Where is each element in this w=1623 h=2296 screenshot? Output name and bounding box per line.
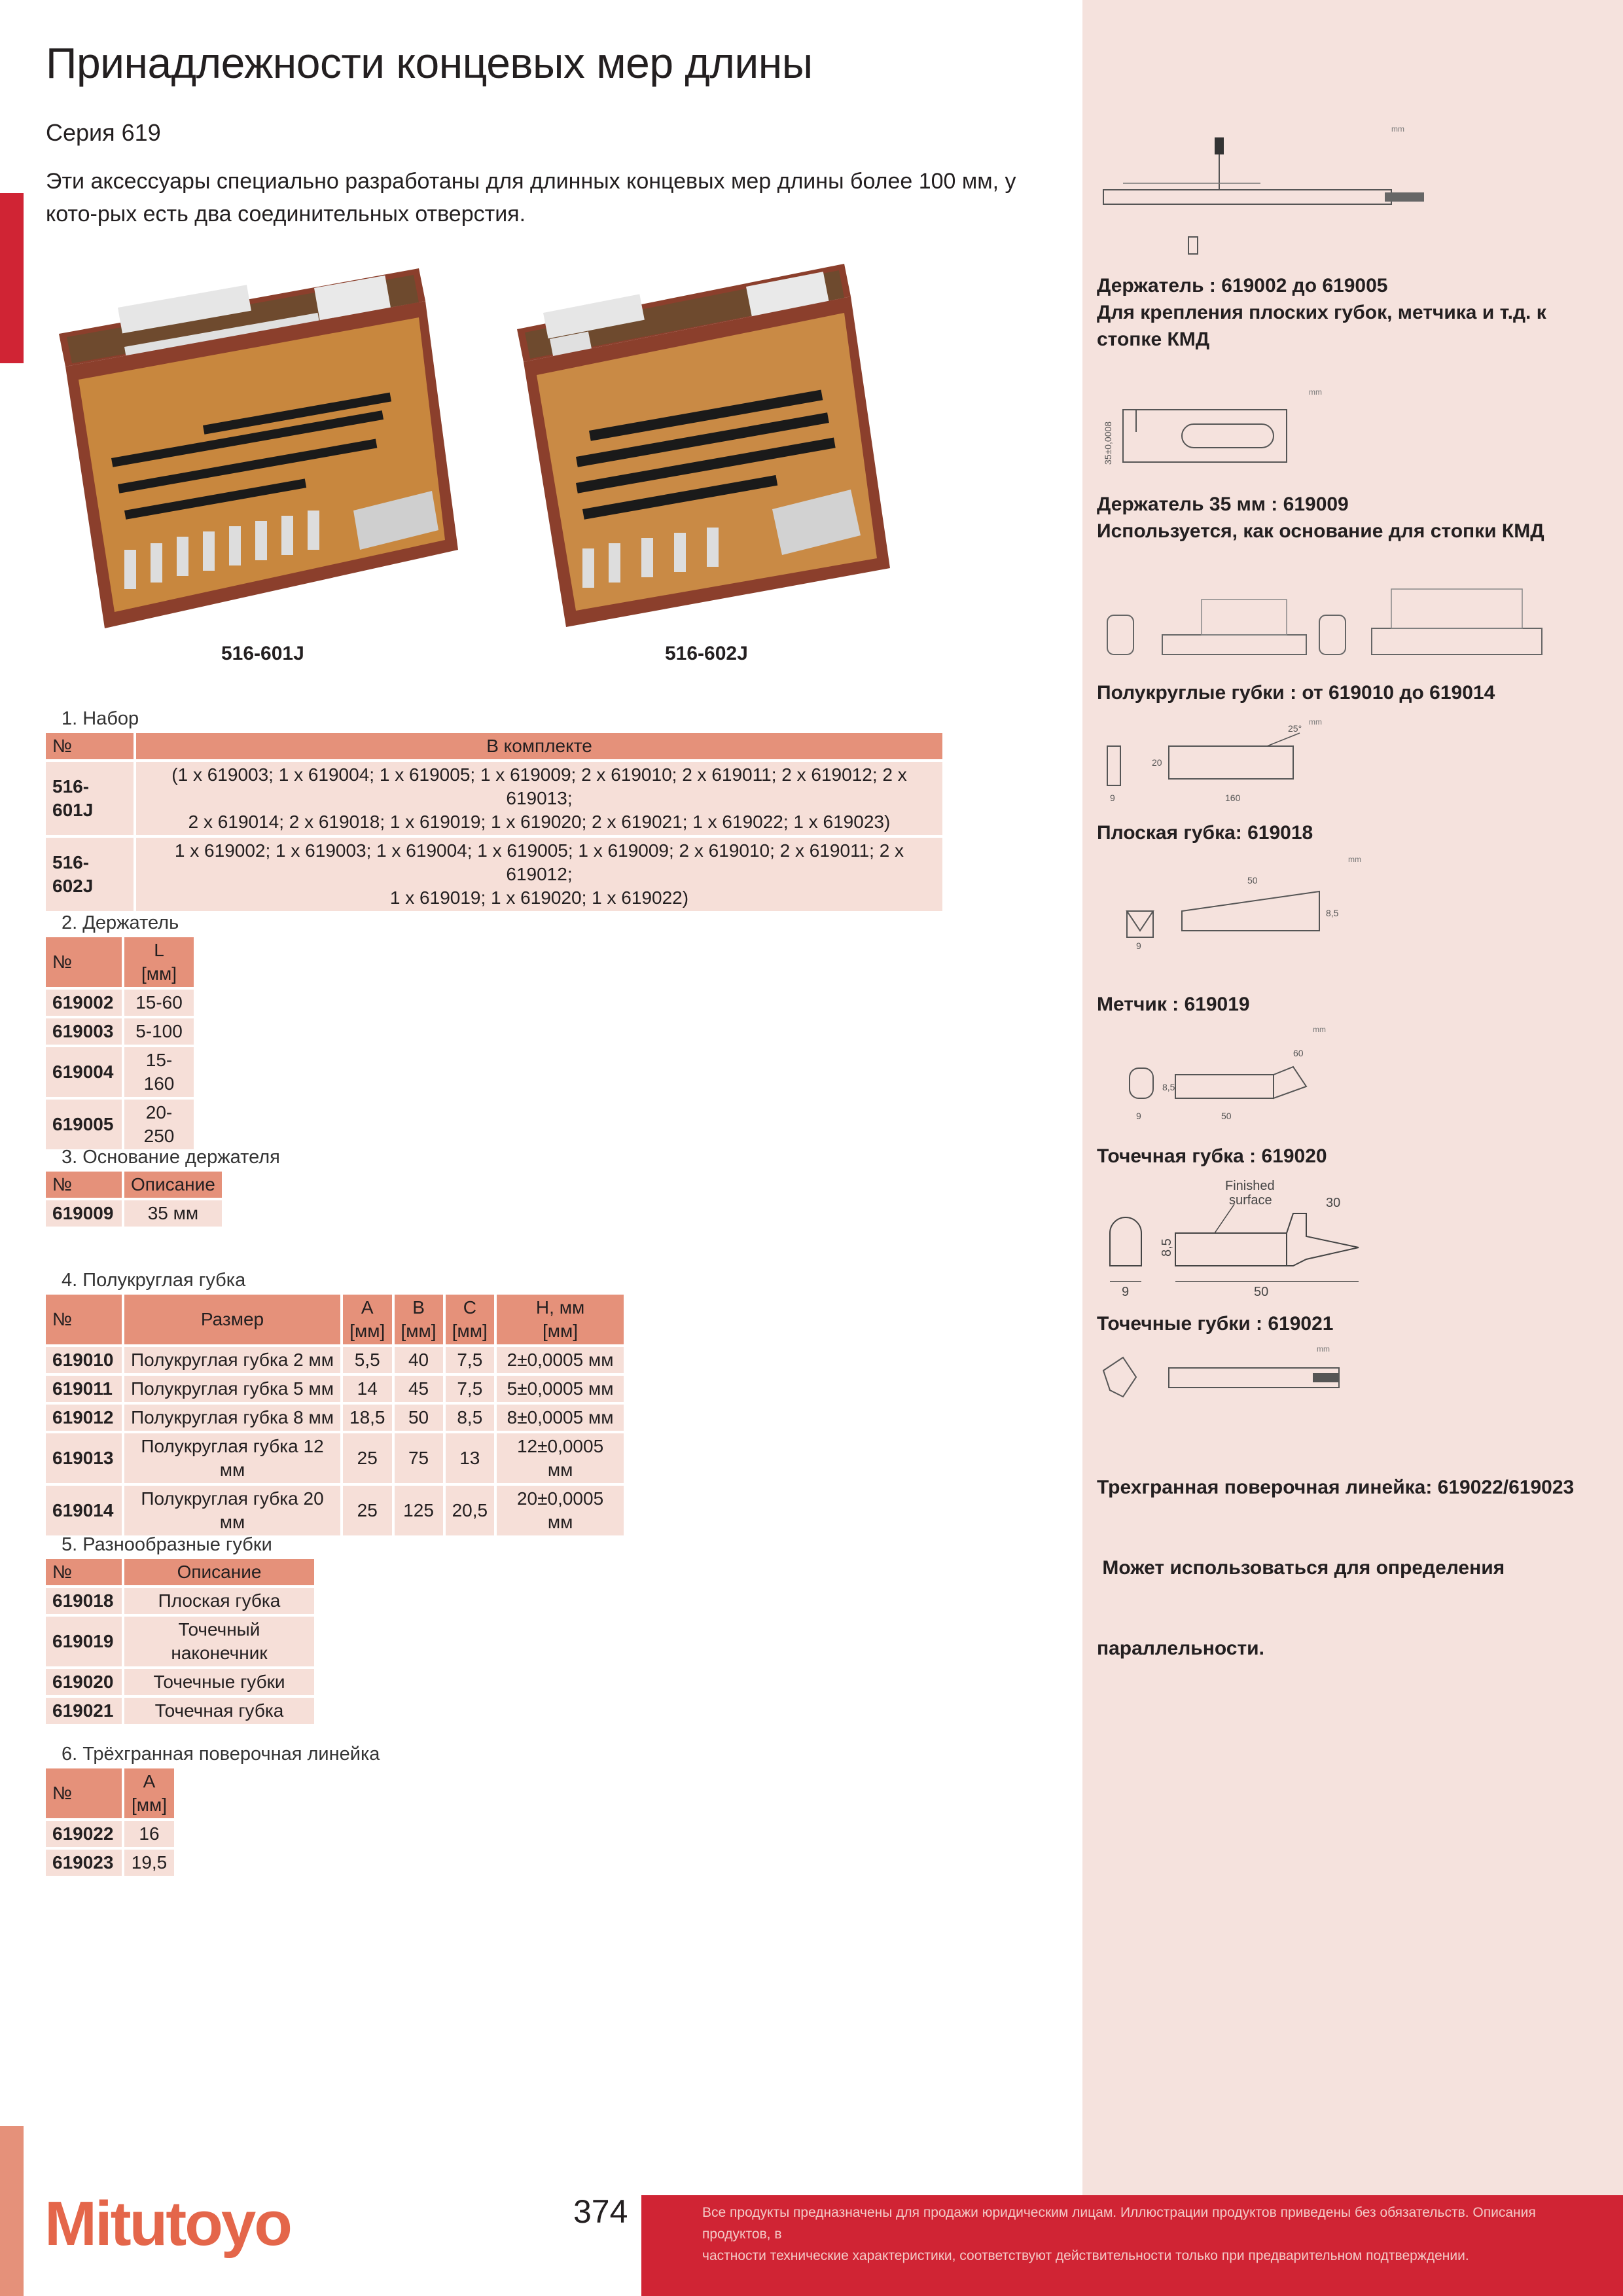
holder-caption	[1097, 272, 1581, 353]
scriber-height: 8,5	[1326, 908, 1339, 918]
cell-no: 619020	[46, 1669, 122, 1695]
point-jaw-caption	[1097, 1143, 1581, 1170]
cell-a: 18,5	[343, 1405, 392, 1431]
table-row	[46, 1347, 624, 1373]
cell-b: 75	[395, 1433, 443, 1483]
table-header-row	[46, 1559, 314, 1585]
cell-c: 8,5	[446, 1405, 495, 1431]
accent-bar-bottom	[0, 2126, 24, 2296]
series-label: Серия 619	[46, 119, 161, 146]
points-width: 9	[1122, 1285, 1130, 1299]
holder-drawing	[1097, 124, 1463, 268]
product-label-516-602J: 516-602J	[665, 643, 748, 664]
point-length: 50	[1221, 1111, 1232, 1121]
points-surface: surface	[1229, 1193, 1272, 1208]
caption-line: Точечная губка : 619020	[1097, 1145, 1327, 1167]
cell-a: 25	[343, 1433, 392, 1483]
cell-no: 619013	[46, 1433, 122, 1483]
col-b-unit: [мм]	[401, 1321, 437, 1341]
col-b-name: B	[412, 1297, 425, 1318]
cell-size: Полукруглая губка 2 мм	[124, 1347, 340, 1373]
col-no: №	[46, 1295, 122, 1344]
cell-h: 12±0,0005 мм	[497, 1433, 624, 1483]
cell-no: 619012	[46, 1405, 122, 1431]
col-a-name: A	[143, 1771, 156, 1791]
cell-no: 619014	[46, 1486, 122, 1535]
mitutoyo-logo	[45, 2186, 306, 2258]
straightedge-caption	[1097, 1420, 1581, 1689]
caption-line: стопке КМД	[1097, 329, 1210, 350]
cell-no: 619019	[46, 1617, 122, 1666]
cell-size: Полукруглая губка 20 мм	[124, 1486, 340, 1535]
cell-no: 619021	[46, 1698, 122, 1724]
brand-wordmark: Mitutoyo	[45, 2189, 291, 2258]
col-c-name: C	[463, 1297, 476, 1318]
cell-size: Полукруглая губка 12 мм	[124, 1433, 340, 1483]
cell-desc: Точечные губки	[124, 1669, 314, 1695]
cell-b: 45	[395, 1376, 443, 1402]
cell-desc: 35 мм	[124, 1200, 222, 1227]
table-row	[46, 1617, 314, 1666]
flat-length: 160	[1225, 793, 1241, 803]
cell-desc: Точечная губка	[124, 1698, 314, 1724]
set-contents	[136, 762, 942, 835]
cell-desc: Точечный наконечник	[124, 1617, 314, 1666]
cell-l: 15-60	[124, 990, 194, 1016]
cell-no: 619010	[46, 1347, 122, 1373]
scriber-length: 50	[1247, 875, 1258, 886]
points-height: 8,5	[1160, 1238, 1174, 1257]
disclaimer-line: частности технические характеристики, соответствуют действительности только при предварительном подтверждении.	[702, 2248, 1469, 2263]
misc-jaw-table	[43, 1556, 317, 1727]
table-row	[46, 1047, 194, 1097]
cell-h: 8±0,0005 мм	[497, 1405, 624, 1431]
cell-b: 125	[395, 1486, 443, 1535]
set-no: 516-602J	[46, 838, 134, 911]
cell-a: 14	[343, 1376, 392, 1402]
round-jaw-table	[43, 1292, 626, 1538]
point-jaw-drawing	[1097, 1034, 1346, 1132]
table-header-row	[46, 1295, 624, 1344]
flat-jaw-drawing	[1097, 720, 1319, 805]
col-a	[124, 1768, 174, 1818]
page-title: Принадлежности концевых мер длины	[46, 39, 813, 87]
col-desc: Описание	[124, 1172, 222, 1198]
cell-no: 619023	[46, 1850, 122, 1876]
cell-c: 20,5	[446, 1486, 495, 1535]
col-h-unit: [мм]	[543, 1321, 579, 1341]
col-l-unit: [мм]	[141, 963, 177, 984]
cell-h: 2±0,0005 мм	[497, 1347, 624, 1373]
cell-h: 5±0,0005 мм	[497, 1376, 624, 1402]
caption-line: Точечные губки : 619021	[1097, 1313, 1334, 1335]
caption-line: параллельности.	[1097, 1638, 1264, 1659]
cell-b: 50	[395, 1405, 443, 1431]
accent-bar-top	[0, 193, 24, 363]
section-1-label: 1. Набор	[62, 708, 139, 729]
col-a-unit: [мм]	[131, 1795, 168, 1815]
cell-no: 619005	[46, 1100, 122, 1149]
cell-no: 619004	[46, 1047, 122, 1097]
cell-h: 20±0,0005 мм	[497, 1486, 624, 1535]
point-jaws-caption	[1097, 1310, 1581, 1337]
product-image-516-602J	[510, 260, 897, 634]
table-row	[46, 1018, 194, 1045]
cell-no: 619011	[46, 1376, 122, 1402]
base-caption	[1097, 491, 1581, 545]
table-row	[46, 1669, 314, 1695]
table-row	[46, 1405, 624, 1431]
caption-line: Трехгранная поверочная линейка: 619022/619023	[1097, 1477, 1575, 1498]
straightedge-table	[43, 1766, 177, 1878]
base-table	[43, 1169, 224, 1229]
table-header-row	[46, 937, 194, 987]
unit-label: mm	[1309, 387, 1322, 397]
round-jaw-caption	[1097, 679, 1581, 706]
table-row	[46, 990, 194, 1016]
col-no: №	[46, 1559, 122, 1585]
table-row	[46, 1698, 314, 1724]
set-contents-line: (1 x 619003; 1 x 619004; 1 x 619005; 1 x 619009; 2 x 619010; 2 x 619011; 2 x 619012; 2 x 619013;	[171, 764, 907, 808]
set-no: 516-601J	[46, 762, 134, 835]
disclaimer-line: Все продукты предназначены для продажи юридическим лицам. Иллюстрации продуктов приведены без обязательств. Описания продуктов, в	[702, 2205, 1536, 2242]
table-row	[46, 1486, 624, 1535]
col-a-name: A	[361, 1297, 374, 1318]
set-contents	[136, 838, 942, 911]
page-number: 374	[573, 2193, 628, 2230]
cell-size: Полукруглая губка 8 мм	[124, 1405, 340, 1431]
table-row	[46, 838, 942, 911]
table-header-row	[46, 1172, 222, 1198]
set-contents-line: 1 x 619002; 1 x 619003; 1 x 619004; 1 x 619005; 1 x 619009; 2 x 619010; 2 x 619011; 2 x 619012;	[174, 840, 904, 884]
scriber-drawing	[1097, 864, 1359, 956]
caption-line: Используется, как основание для стопки КМД	[1097, 520, 1544, 542]
cell-b: 40	[395, 1347, 443, 1373]
unit-label: mm	[1313, 1025, 1326, 1034]
cell-c: 7,5	[446, 1347, 495, 1373]
caption-line: Плоская губка: 619018	[1097, 822, 1313, 844]
scriber-width: 9	[1136, 941, 1141, 951]
cell-l: 5-100	[124, 1018, 194, 1045]
col-a	[343, 1295, 392, 1344]
col-size: Размер	[124, 1295, 340, 1344]
table-row	[46, 1100, 194, 1149]
point-angle: 60	[1293, 1048, 1304, 1058]
base-holder-drawing	[1097, 393, 1306, 471]
col-no: №	[46, 733, 134, 759]
round-jaw-drawing	[1097, 556, 1555, 674]
points-length: 50	[1254, 1285, 1269, 1299]
holder-table	[43, 935, 196, 1152]
col-a-unit: [мм]	[349, 1321, 385, 1341]
section-5-label: 5. Разнообразные губки	[62, 1534, 272, 1555]
cell-a: 5,5	[343, 1347, 392, 1373]
cell-no: 619002	[46, 990, 122, 1016]
cell-c: 7,5	[446, 1376, 495, 1402]
product-image-516-601J	[52, 262, 465, 635]
cell-no: 619003	[46, 1018, 122, 1045]
point-height: 8,5	[1162, 1082, 1175, 1092]
set-contents-line: 2 x 619014; 2 x 619018; 1 x 619019; 1 x 619020; 2 x 619021; 1 x 619022; 1 x 619023)	[188, 812, 891, 832]
product-label-516-601J: 516-601J	[221, 643, 304, 664]
caption-line: Метчик : 619019	[1097, 994, 1250, 1015]
cell-no: 619009	[46, 1200, 122, 1227]
table-header-row	[46, 1768, 174, 1818]
col-h-name: H, мм	[535, 1297, 585, 1318]
unit-label: mm	[1391, 124, 1404, 134]
col-desc: Описание	[124, 1559, 314, 1585]
base-dimension: 35±0,0008	[1103, 421, 1113, 465]
cell-no: 619022	[46, 1821, 122, 1847]
col-no: №	[46, 937, 122, 987]
col-c-unit: [мм]	[452, 1321, 488, 1341]
flat-jaw-caption	[1097, 819, 1581, 846]
caption-line: Для крепления плоских губок, метчика и т.д. к	[1097, 302, 1546, 323]
cell-a: 25	[343, 1486, 392, 1535]
cell-c: 13	[446, 1433, 495, 1483]
section-2-label: 2. Держатель	[62, 912, 179, 933]
table-row	[46, 1588, 314, 1614]
point-jaws-drawing	[1097, 1174, 1385, 1299]
col-l	[124, 937, 194, 987]
caption-line: Может использоваться для определения	[1097, 1557, 1505, 1579]
unit-label: mm	[1317, 1344, 1330, 1354]
col-b	[395, 1295, 443, 1344]
table-row	[46, 1376, 624, 1402]
cell-a: 16	[124, 1821, 174, 1847]
caption-line: Держатель : 619002 до 619005	[1097, 275, 1388, 296]
flat-width: 9	[1110, 793, 1115, 803]
section-3-label: 3. Основание держателя	[62, 1147, 280, 1168]
cell-no: 619018	[46, 1588, 122, 1614]
set-contents-line: 1 x 619019; 1 x 619020; 1 x 619022)	[389, 888, 689, 908]
col-c	[446, 1295, 495, 1344]
col-contents: В комплекте	[136, 733, 942, 759]
point-width: 9	[1136, 1111, 1141, 1121]
flat-height: 20	[1152, 757, 1162, 768]
section-6-label: 6. Трёхгранная поверочная линейка	[62, 1744, 380, 1765]
table-row	[46, 762, 942, 835]
section-4-label: 4. Полукруглая губка	[62, 1270, 246, 1291]
unit-label: mm	[1348, 855, 1361, 864]
unit-label: mm	[1309, 717, 1322, 726]
col-no: №	[46, 1768, 122, 1818]
col-l-name: L	[154, 940, 164, 960]
intro-paragraph: Эти аксессуары специально разработаны для длинных концевых мер длины более 100 мм, у кото-рых есть два соединительных отверстия.	[46, 169, 1016, 226]
caption-line: Полукруглые губки : от 619010 до 619014	[1097, 682, 1495, 704]
footer-disclaimer	[702, 2202, 1592, 2267]
points-finished: Finished	[1225, 1179, 1275, 1193]
table-row	[46, 1200, 222, 1227]
cell-l: 20-250	[124, 1100, 194, 1149]
set-table	[43, 730, 945, 914]
cell-l: 15-160	[124, 1047, 194, 1097]
cell-a: 19,5	[124, 1850, 174, 1876]
table-header-row	[46, 733, 942, 759]
cell-size: Полукруглая губка 5 мм	[124, 1376, 340, 1402]
scriber-caption	[1097, 991, 1581, 1018]
straightedge-drawing	[1097, 1344, 1359, 1410]
col-h	[497, 1295, 624, 1344]
caption-line: Держатель 35 мм : 619009	[1097, 493, 1349, 515]
table-row	[46, 1433, 624, 1483]
table-row	[46, 1850, 174, 1876]
col-no: №	[46, 1172, 122, 1198]
flat-angle: 25°	[1288, 723, 1302, 734]
points-angle: 30	[1326, 1196, 1341, 1210]
cell-desc: Плоская губка	[124, 1588, 314, 1614]
table-row	[46, 1821, 174, 1847]
